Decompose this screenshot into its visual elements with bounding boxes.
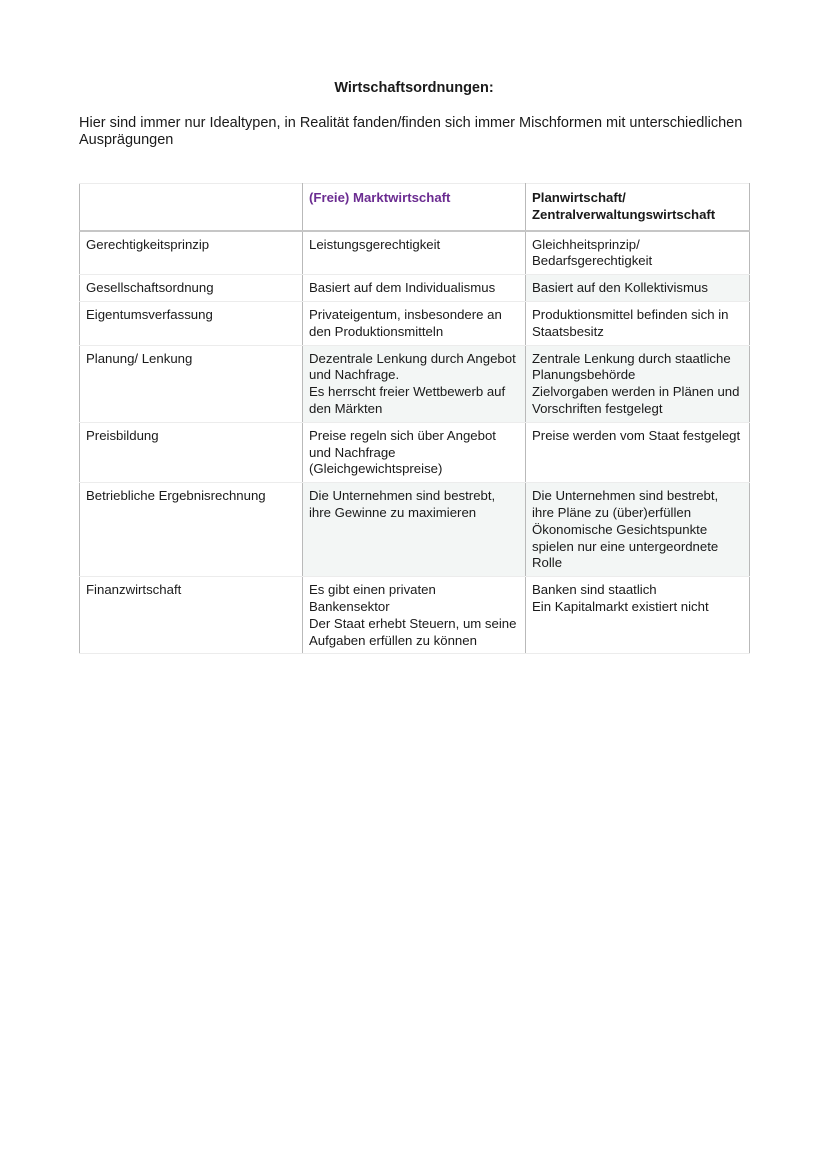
plan-cell: Zentrale Lenkung durch staatliche Planungsbehörde Zielvorgaben werden in Plänen und Vorschriften festgelegt [526,345,750,422]
table-row [80,345,750,422]
row-label: Gerechtigkeitsprinzip [80,231,303,275]
table-row [80,231,750,275]
header-market-economy: (Freie) Marktwirtschaft [303,184,526,231]
plan-cell: Preise werden vom Staat festgelegt [526,422,750,482]
row-label: Betriebliche Ergebnisrechnung [80,483,303,577]
intro-text: Hier sind immer nur Idealtypen, in Realität fanden/finden sich immer Mischformen mit unterschiedlichen Ausprägungen [79,115,743,148]
plan-cell: Produktionsmittel befinden sich in Staatsbesitz [526,301,750,345]
header-planned-economy: Planwirtschaft/ Zentralverwaltungswirtschaft [526,184,750,231]
header-criterion [80,184,303,231]
market-cell: Privateigentum, insbesondere an den Produktionsmitteln [303,301,526,345]
market-cell: Basiert auf dem Individualismus [303,275,526,302]
plan-cell: Die Unternehmen sind bestrebt, ihre Pläne zu (über)erfüllen Ökonomische Gesichtspunkte spielen nur eine untergeordnete Rolle [526,483,750,577]
row-label: Preisbildung [80,422,303,482]
table-row [80,483,750,577]
market-cell: Leistungsgerechtigkeit [303,231,526,275]
row-label: Finanzwirtschaft [80,577,303,654]
page-title: Wirtschaftsordnungen: [334,80,494,96]
market-cell: Preise regeln sich über Angebot und Nachfrage (Gleichgewichtspreise) [303,422,526,482]
table-row [80,577,750,654]
plan-cell: Gleichheitsprinzip/ Bedarfsgerechtigkeit [526,231,750,275]
plan-cell: Basiert auf den Kollektivismus [526,275,750,302]
row-label: Gesellschaftsordnung [80,275,303,302]
table-row [80,275,750,302]
row-label: Planung/ Lenkung [80,345,303,422]
market-cell: Es gibt einen privaten Bankensektor Der Staat erhebt Steuern, um seine Aufgaben erfüllen zu können [303,577,526,654]
table-row [80,422,750,482]
plan-cell: Banken sind staatlich Ein Kapitalmarkt existiert nicht [526,577,750,654]
table-header-row [80,184,750,231]
table-row [80,301,750,345]
market-cell: Die Unternehmen sind bestrebt, ihre Gewinne zu maximieren [303,483,526,577]
comparison-table [79,183,750,654]
market-cell: Dezentrale Lenkung durch Angebot und Nachfrage. Es herrscht freier Wettbewerb auf den Märkten [303,345,526,422]
row-label: Eigentumsverfassung [80,301,303,345]
